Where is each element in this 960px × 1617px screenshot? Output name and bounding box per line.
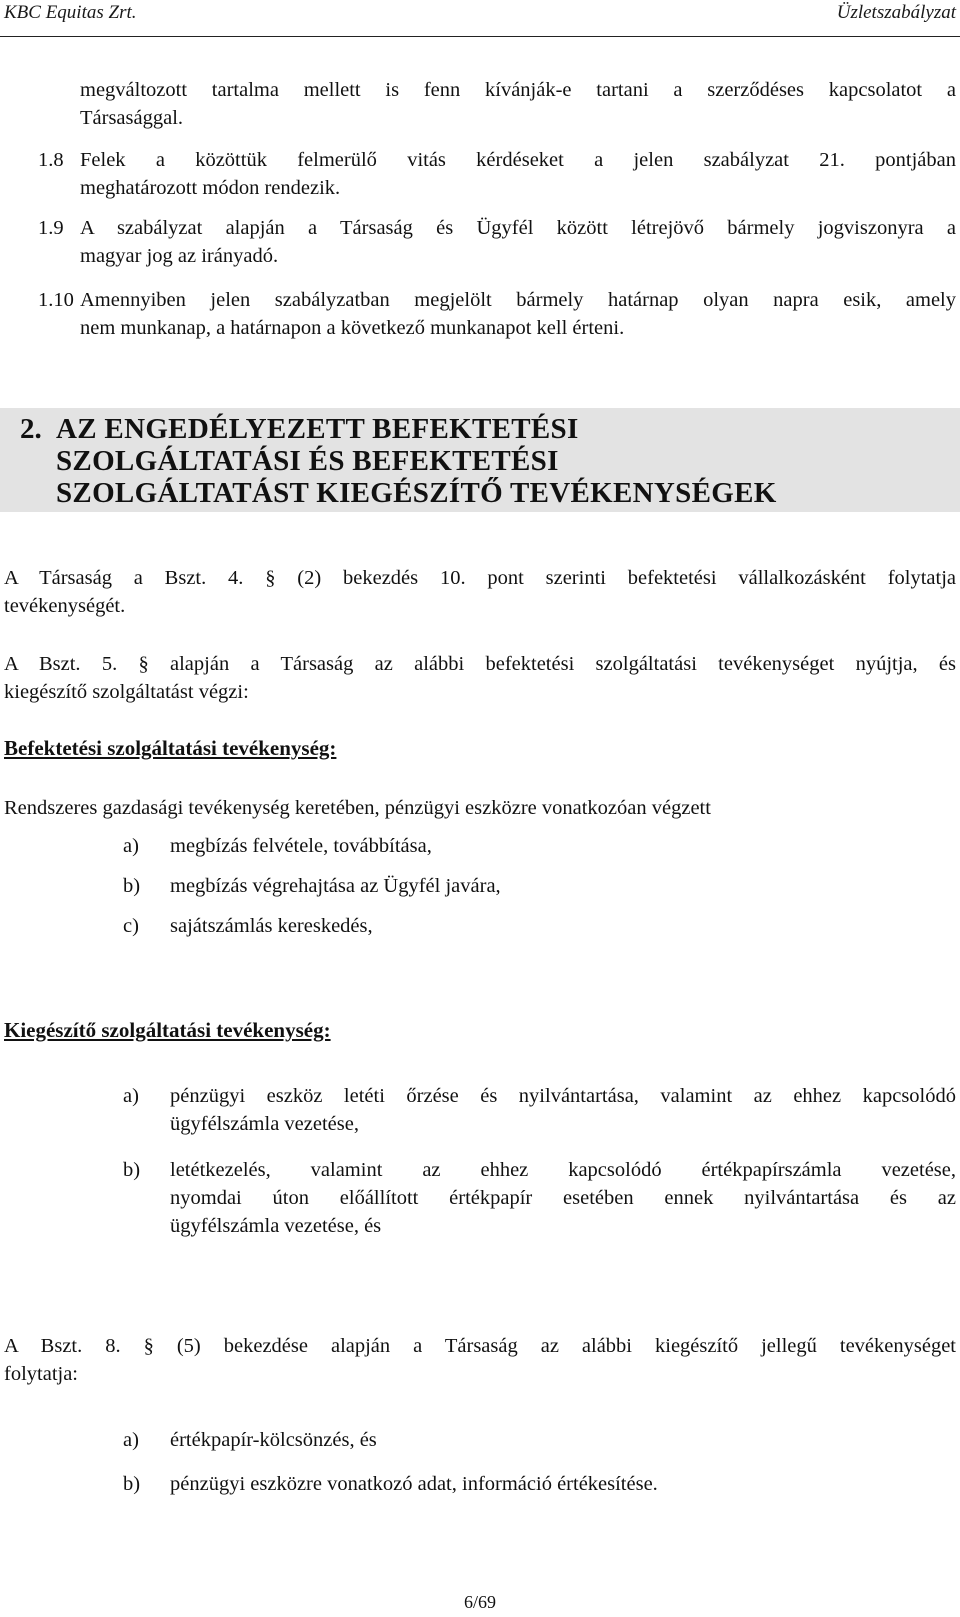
point-number-1-10: 1.10	[38, 289, 74, 311]
point-1-9-line-1: A szabályzat alapján a Társaság és Ügyfél között létrejövő bármely jogviszonyra a	[80, 217, 956, 239]
section-title-line-1: AZ ENGEDÉLYEZETT BEFEKTETÉSI	[56, 413, 579, 445]
list-item-label: b)	[123, 875, 141, 897]
list-item: sajátszámlás kereskedés,	[170, 915, 373, 937]
list-item-line-2: nyomdai úton előállított értékpapír esetében ennek nyilvántartása és az	[170, 1187, 956, 1209]
point-1-8-line-1: Felek a közöttük felmerülő vitás kérdéseket a jelen szabályzat 21. pontjában	[80, 149, 956, 171]
point-number-1-8: 1.8	[38, 149, 64, 171]
investment-services-heading: Befektetési szolgáltatási tevékenység:	[4, 736, 337, 760]
para-1-line-2: tevékenységét.	[4, 595, 126, 617]
section-title-line-2: SZOLGÁLTATÁSI ÉS BEFEKTETÉSI	[56, 445, 559, 477]
point-1-8-line-2: meghatározott módon rendezik.	[80, 177, 341, 199]
para-1-line-1: A Társaság a Bszt. 4. § (2) bekezdés 10. pont szerinti befektetési vállalkozásként folytatja	[4, 567, 956, 589]
para-3-line-2: folytatja:	[4, 1363, 79, 1385]
list-item-line-3: ügyfélszámla vezetése, és	[170, 1215, 382, 1237]
list-item-line-2: ügyfélszámla vezetése,	[170, 1113, 359, 1135]
section-number: 2.	[20, 413, 42, 445]
point-number-1-9: 1.9	[38, 217, 64, 239]
list-item-label: b)	[123, 1159, 141, 1181]
list-item: megbízás felvétele, továbbítása,	[170, 835, 432, 857]
para-2-line-1: A Bszt. 5. § alapján a Társaság az alábbi befektetési szolgáltatási tevékenységet nyújtja, és	[4, 653, 956, 675]
list-item-line-1: letétkezelés, valamint az ehhez kapcsolódó értékpapírszámla vezetése,	[170, 1159, 956, 1181]
list-item-label: c)	[123, 915, 139, 937]
list-item: pénzügyi eszközre vonatkozó adat, információ értékesítése.	[170, 1473, 658, 1495]
list-item-label: b)	[123, 1473, 141, 1495]
section-title-line-3: SZOLGÁLTATÁST KIEGÉSZÍTŐ TEVÉKENYSÉGEK	[56, 477, 777, 509]
page-header	[0, 0, 960, 37]
para-3-line-1: A Bszt. 8. § (5) bekezdése alapján a Társaság az alábbi kiegészítő jellegű tevékenységet	[4, 1335, 956, 1357]
list-item-label: a)	[123, 835, 139, 857]
point-1-9-line-2: magyar jog az irányadó.	[80, 245, 279, 267]
continuation-line-2: Társasággal.	[80, 107, 184, 129]
list-item-line-1: pénzügyi eszköz letéti őrzése és nyilvántartása, valamint az ehhez kapcsolódó	[170, 1085, 956, 1107]
list-item: megbízás végrehajtása az Ügyfél javára,	[170, 875, 501, 897]
list-item-label: a)	[123, 1085, 139, 1107]
header-company: KBC Equitas Zrt.	[4, 2, 137, 23]
point-1-10-line-1: Amennyiben jelen szabályzatban megjelölt bármely határnap olyan napra esik, amely	[80, 289, 956, 311]
list-item-label: a)	[123, 1429, 139, 1451]
ancillary-services-heading: Kiegészítő szolgáltatási tevékenység:	[4, 1018, 331, 1042]
point-1-10-line-2: nem munkanap, a határnapon a következő munkanapot kell érteni.	[80, 317, 625, 339]
investment-services-intro: Rendszeres gazdasági tevékenység keretében, pénzügyi eszközre vonatkozóan végzett	[4, 797, 711, 819]
continuation-line-1: megváltozott tartalma mellett is fenn kívánják-e tartani a szerződéses kapcsolatot a	[80, 79, 956, 101]
list-item: értékpapír-kölcsönzés, és	[170, 1429, 377, 1451]
header-document-title: Üzletszabályzat	[836, 2, 956, 23]
para-2-line-2: kiegészítő szolgáltatást végzi:	[4, 681, 249, 703]
page-number: 6/69	[463, 1592, 496, 1612]
